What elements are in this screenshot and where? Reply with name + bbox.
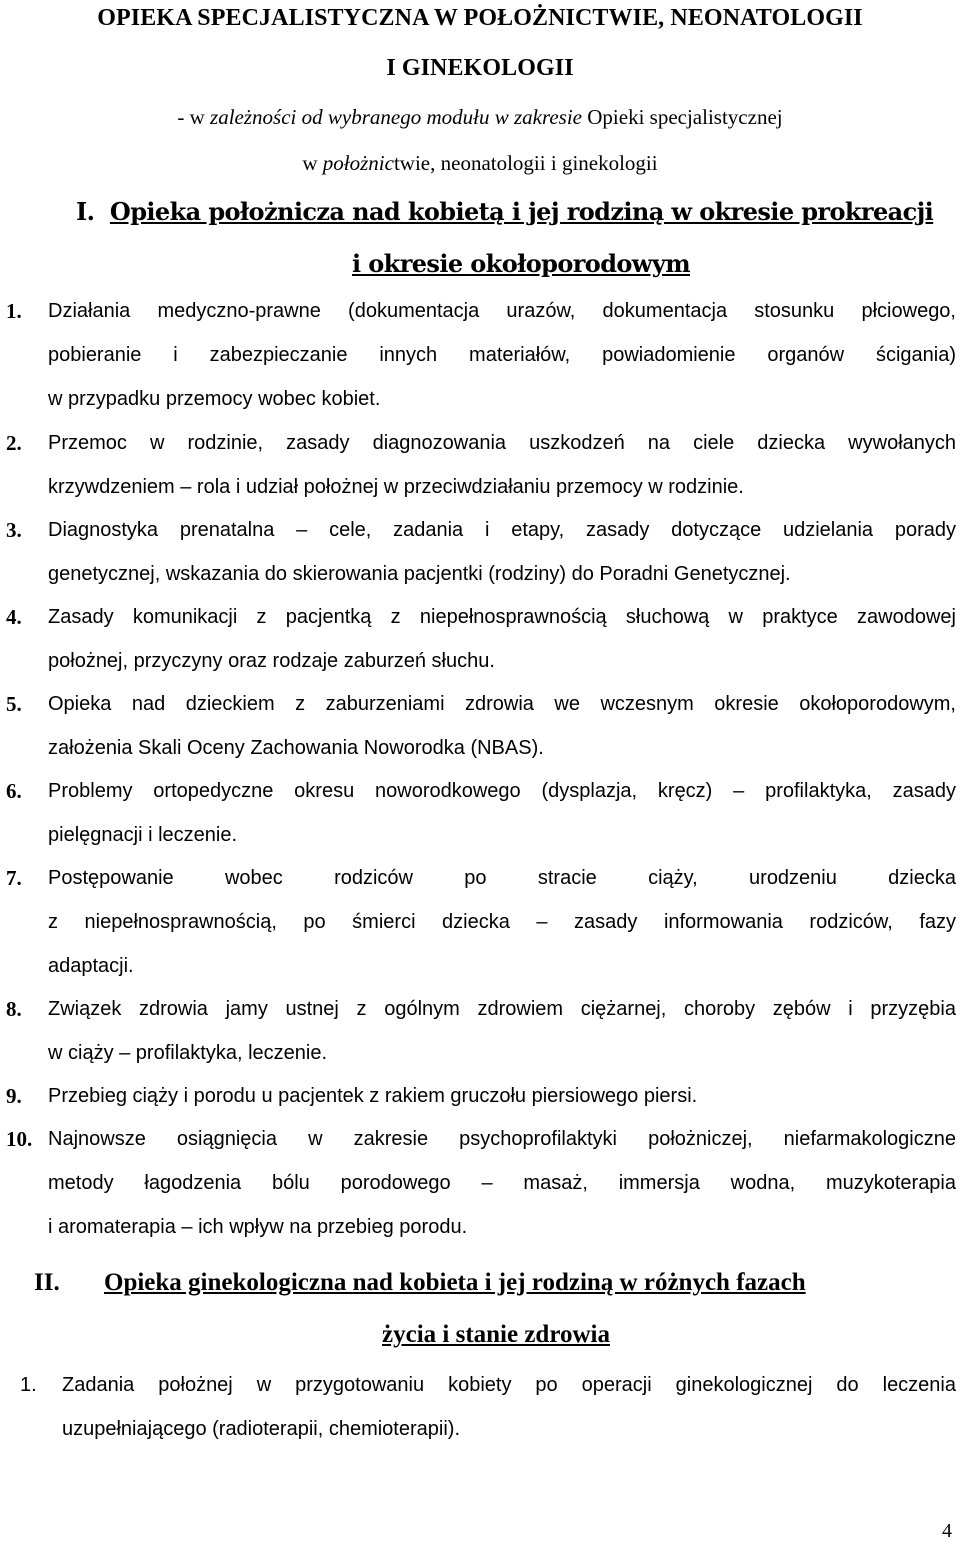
page-number: 4 — [942, 1520, 952, 1542]
list-item-text: Przemoc w rodzinie, zasady diagnozowania uszkodzeń na ciele dziecka wywołanych — [48, 432, 956, 454]
subtitle-suffix: twie, neonatologii i ginekologii — [393, 151, 658, 175]
list-item-text: pobieranie i zabezpieczanie innych materiałów, powiadomienie organów ścigania) — [48, 344, 956, 366]
section-2-title-line-1: Opieka ginekologiczna nad kobieta i jej rodziną w różnych fazach — [104, 1269, 806, 1296]
list-item-number: 2. — [6, 431, 22, 455]
list-item-number: 1. — [20, 1374, 37, 1396]
list-item-text: Postępowanie wobec rodziców po stracie ciąży, urodzeniu dziecka — [48, 867, 956, 889]
list-item-text: w ciąży – profilaktyka, leczenie. — [48, 1042, 328, 1064]
subtitle-italic: zależności od wybranego modułu w zakresie — [210, 105, 582, 129]
list-item-text: Najnowsze osiągnięcia w zakresie psychoprofilaktyki położniczej, niefarmakologiczne — [48, 1128, 956, 1150]
document-title-line-1: OPIEKA SPECJALISTYCZNA W POŁOŻNICTWIE, NEONATOLOGII — [97, 5, 863, 31]
section-1-number: I. — [76, 197, 95, 226]
subtitle-suffix: Opieki specjalistycznej — [582, 105, 783, 129]
list-item-number: 3. — [6, 518, 22, 542]
list-item-text: w przypadku przemocy wobec kobiet. — [48, 388, 381, 410]
list-item-text: Związek zdrowia jamy ustnej z ogólnym zdrowiem ciężarnej, choroby zębów i przyzębia — [48, 998, 956, 1020]
subtitle-prefix: w — [302, 151, 323, 175]
list-item-number: 10. — [6, 1127, 33, 1151]
list-item-text: i aromaterapia – ich wpływ na przebieg porodu. — [48, 1216, 468, 1238]
list-item-text: Działania medyczno-prawne (dokumentacja urazów, dokumentacja stosunku płciowego, — [48, 300, 956, 322]
document-title-line-2: I GINEKOLOGII — [386, 55, 574, 81]
list-item-number: 1. — [6, 299, 22, 323]
list-item-text: genetycznej, wskazania do skierowania pacjentki (rodziny) do Poradni Genetycznej. — [48, 563, 791, 585]
section-2-title-line-2: życia i stanie zdrowia — [382, 1321, 610, 1348]
list-item-text: adaptacji. — [48, 955, 134, 977]
list-item-number: 4. — [6, 605, 22, 629]
list-item-text: z niepełnosprawnością, po śmierci dziecka – zasady informowania rodziców, fazy — [48, 911, 956, 933]
section-1-heading-line-2 — [352, 250, 690, 278]
list-item-text: krzywdzeniem – rola i udział położnej w przeciwdziałaniu przemocy w rodzinie. — [48, 476, 744, 498]
list-item-number: 7. — [6, 866, 22, 890]
list-item-text: pielęgnacji i leczenie. — [48, 824, 238, 846]
subtitle-italic: położnic — [322, 151, 394, 175]
list-item-text: położnej, przyczyny oraz rodzaje zaburzeń słuchu. — [48, 650, 495, 672]
section-1-heading-line-1 — [76, 198, 933, 226]
document-subtitle-line-2 — [0, 150, 960, 176]
list-item-number: 8. — [6, 997, 22, 1021]
list-item-text: Zasady komunikacji z pacjentką z niepełnosprawnością słuchową w praktyce zawodowej — [48, 606, 956, 628]
list-item-text: Zadania położnej w przygotowaniu kobiety po operacji ginekologicznej do leczenia — [62, 1374, 956, 1396]
section-1-title-line-2: i okresie okołoporodowym — [352, 249, 690, 278]
section-1-title-line-1: Opieka położnicza nad kobietą i jej rodziną w okresie prokreacji — [109, 197, 934, 226]
subtitle-prefix: - w — [177, 105, 211, 129]
list-item-number: 9. — [6, 1084, 22, 1108]
list-item-text: Problemy ortopedyczne okresu noworodkowego (dysplazja, kręcz) – profilaktyka, zasady — [48, 780, 956, 802]
list-item-text: Diagnostyka prenatalna – cele, zadania i etapy, zasady dotyczące udzielania porady — [48, 519, 956, 541]
list-item-text: metody łagodzenia bólu porodowego – masaż, immersja wodna, muzykoterapia — [48, 1172, 956, 1194]
document-subtitle-line-1 — [0, 104, 960, 130]
list-item-number: 5. — [6, 692, 22, 716]
section-2-number: II. — [34, 1269, 60, 1296]
list-item-number: 6. — [6, 779, 22, 803]
list-item-text: założenia Skali Oceny Zachowania Noworodka (NBAS). — [48, 737, 544, 759]
list-item-text: Przebieg ciąży i porodu u pacjentek z rakiem gruczołu piersiowego piersi. — [48, 1085, 698, 1107]
list-item-text: uzupełniającego (radioterapii, chemioterapii). — [62, 1418, 460, 1440]
list-item-text: Opieka nad dzieckiem z zaburzeniami zdrowia we wczesnym okresie okołoporodowym, — [48, 693, 956, 715]
